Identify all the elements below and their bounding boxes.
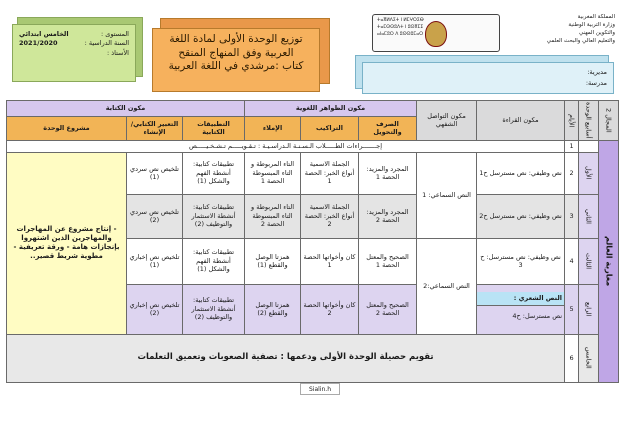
week-1-morph: المجرد والمزيد: الحصة 1 <box>359 152 417 194</box>
teacher-label: الأستاذ : <box>106 48 129 57</box>
year-label: السنة الدراسية : <box>84 39 129 48</box>
ministry-line-3: والتكوين المهني <box>578 29 615 36</box>
ministry-line-4: والتعليم العالي والبحث العلمي <box>546 37 615 44</box>
logo-line-1: ⵜⴰⴳⵍⴷⵉⵜ ⵏ ⵍⵎⵖⵔⵉⴱ <box>377 18 424 23</box>
weeks-header-cell <box>579 101 599 141</box>
week-3-struct: كان وأخواتها الحصة 1 <box>301 238 359 284</box>
week-1-reading: نص وظيفي: نص مسترسل ح1 <box>477 152 565 194</box>
week-4-cell <box>579 284 599 334</box>
week-3-spelling: همزتا الوصل والقطع (1) <box>245 238 301 284</box>
diagnostic-row <box>7 140 619 152</box>
header-row-1 <box>7 101 619 117</box>
ministry-line-2: وزارة التربية الوطنية <box>568 21 615 28</box>
crest-icon <box>425 21 447 47</box>
week-4-writing-app: تطبيقات كتابية: أنشطة الاستثمار والتوظيف (2) <box>183 284 245 334</box>
directorate-label: مديرية: <box>587 68 607 76</box>
week-2-writing-app: تطبيقات كتابية: أنشطة الاستثمار والتوظيف (2) <box>183 194 245 238</box>
week-5-name: الخامس <box>584 347 593 369</box>
ministry-line-1: المملكة المغربية <box>577 14 615 20</box>
evaluation-row <box>7 334 619 382</box>
week-2-day: 3 <box>565 194 579 238</box>
language-group-header: مكون الظواهر اللغوية <box>245 101 417 117</box>
week-1-expression: تلخيص نص سردي (1) <box>127 152 183 194</box>
week-4-struct: كان وأخواتها الحصة 2 <box>301 284 359 334</box>
level-value: الخامس ابتدائي <box>19 30 69 38</box>
week-2-morph: المجرد والمزيد: الحصة 2 <box>359 194 417 238</box>
unit-plan-table <box>6 100 619 383</box>
oral-text-1: النص السماعي: 1 <box>417 152 477 238</box>
domain-name: مغاربة العالم <box>604 235 614 287</box>
week-4-day: 5 <box>565 284 579 334</box>
diagnostic-day: 1 <box>565 140 579 152</box>
week-3-morph: الصحيح والمعتل الحصة 1 <box>359 238 417 284</box>
week-1-cell <box>579 152 599 194</box>
document-title <box>152 28 320 92</box>
spelling-header: الإملاء <box>245 117 301 141</box>
year-value: 2021/2020 <box>19 39 58 48</box>
week-3-name: الثالث <box>584 252 593 270</box>
title-line-2: العربية وفق المنهاج المنقح <box>178 46 294 59</box>
ministry-header <box>505 14 615 52</box>
poem-label: النص الشعري : <box>477 292 564 305</box>
title-line-1: توزيع الوحدة الأولى لمادة اللغة <box>169 33 303 45</box>
week-5-cell <box>579 334 599 382</box>
week-4-reading-cell <box>477 284 565 334</box>
page-header <box>0 0 625 100</box>
ministry-logo <box>372 14 500 52</box>
writing-group-header: مكون الكتابة <box>7 101 245 117</box>
morph-header: الصرف والتحويل <box>359 117 417 141</box>
week-4-expression: تلخيص نص إخباري (2) <box>127 284 183 334</box>
week-1-day: 2 <box>565 152 579 194</box>
school-label: مدرسة: <box>585 79 607 88</box>
week-3-writing-app: تطبيقات كتابية: أنشطة الفهم والشكل (1) <box>183 238 245 284</box>
domain-name-cell <box>599 140 619 382</box>
domain-header: المجال 2 <box>604 107 613 133</box>
days-header-cell <box>565 101 579 141</box>
struct-header: التراكيب <box>301 117 359 141</box>
week-4-reading: نص مسترسل: ح4 <box>512 311 563 320</box>
oral-text-2: النص السماعي:2 <box>417 238 477 334</box>
oral-header: مكون التواصل الشفهي <box>417 101 477 141</box>
level-label: المستوى : <box>100 30 129 38</box>
expression-header: التعبير الكتابي/الإنشاء <box>127 117 183 141</box>
week-2-cell <box>579 194 599 238</box>
logo-line-2: ⵜⴰⵎⵙⵙⵓⴷⵜ ⵏ ⵓⵙⴳⵎⵉ <box>377 24 424 30</box>
reading-header: مكون القراءة <box>477 101 565 141</box>
week-2-spelling: التاء المربوطة و التاء المبسوطة الحصة 2 <box>245 194 301 238</box>
logo-line-3: ⴰⵏⴰⵎⵓⵔ ⴷ ⵓⵙⵙⵓⵎⴰⵔ <box>377 31 424 37</box>
unit-project: - إنتاج مشروع عن المهاجرات والمهاجرين الذين اشتهروا بإنجازات هامة - ورقة تعريفية - مطوية شريط قصير.. <box>7 152 127 334</box>
week-5-day: 6 <box>565 334 579 382</box>
week-1-struct: الجملة الاسمية أنواع الخبر: الحصة 1 <box>301 152 359 194</box>
level-info-box <box>12 24 136 82</box>
diagnostic-text: إجـــــــراءات الطـــــلاب الـسـنـة الـدراسـيـة : تـقـويـــــم تـشـخـيـــــص <box>7 140 565 152</box>
brand-watermark: Sialin.h <box>300 383 340 395</box>
writing-app-header: التطبيقات الكتابية <box>183 117 245 141</box>
week-2-reading: نص وظيفي: نص مسترسل ح2 <box>477 194 565 238</box>
weeks-header: أسابيع الوحدة <box>584 102 593 139</box>
project-header: مشروع الوحدة <box>7 117 127 141</box>
week-2-name: الثاني <box>584 208 593 224</box>
week-1-spelling: التاء المربوطة و التاء المبسوطة الحصة 1 <box>245 152 301 194</box>
week-1-name: الأول <box>584 166 593 180</box>
week-3-reading: نص وظيفي: نص مسترسل: ح 3 <box>477 238 565 284</box>
table-row-week-1 <box>7 152 619 194</box>
days-header: الأيام <box>567 113 576 127</box>
week-4-morph: الصحيح والمعتل الحصة 2 <box>359 284 417 334</box>
evaluation-text: تقويم حصيلة الوحدة الأولى ودعمها : تصفية الصعوبات وتعميق التعلمات <box>7 334 565 382</box>
week-1-writing-app: تطبيقات كتابية: أنشطة الفهم والشكل (1) <box>183 152 245 194</box>
title-line-3: كتاب :مرشدي في اللغة العربية <box>168 60 304 73</box>
week-4-spelling: همزتا الوصل والقطع (2) <box>245 284 301 334</box>
week-4-name: الرابع <box>584 301 593 317</box>
week-3-cell <box>579 238 599 284</box>
school-info-box <box>362 62 614 94</box>
week-2-struct: الجملة الاسمية أنواع الخبر: الحصة 2 <box>301 194 359 238</box>
domain-header-cell <box>599 101 619 141</box>
week-3-expression: تلخيص نص إخباري (1) <box>127 238 183 284</box>
week-2-expression: تلخيص نص سردي (2) <box>127 194 183 238</box>
week-3-day: 4 <box>565 238 579 284</box>
